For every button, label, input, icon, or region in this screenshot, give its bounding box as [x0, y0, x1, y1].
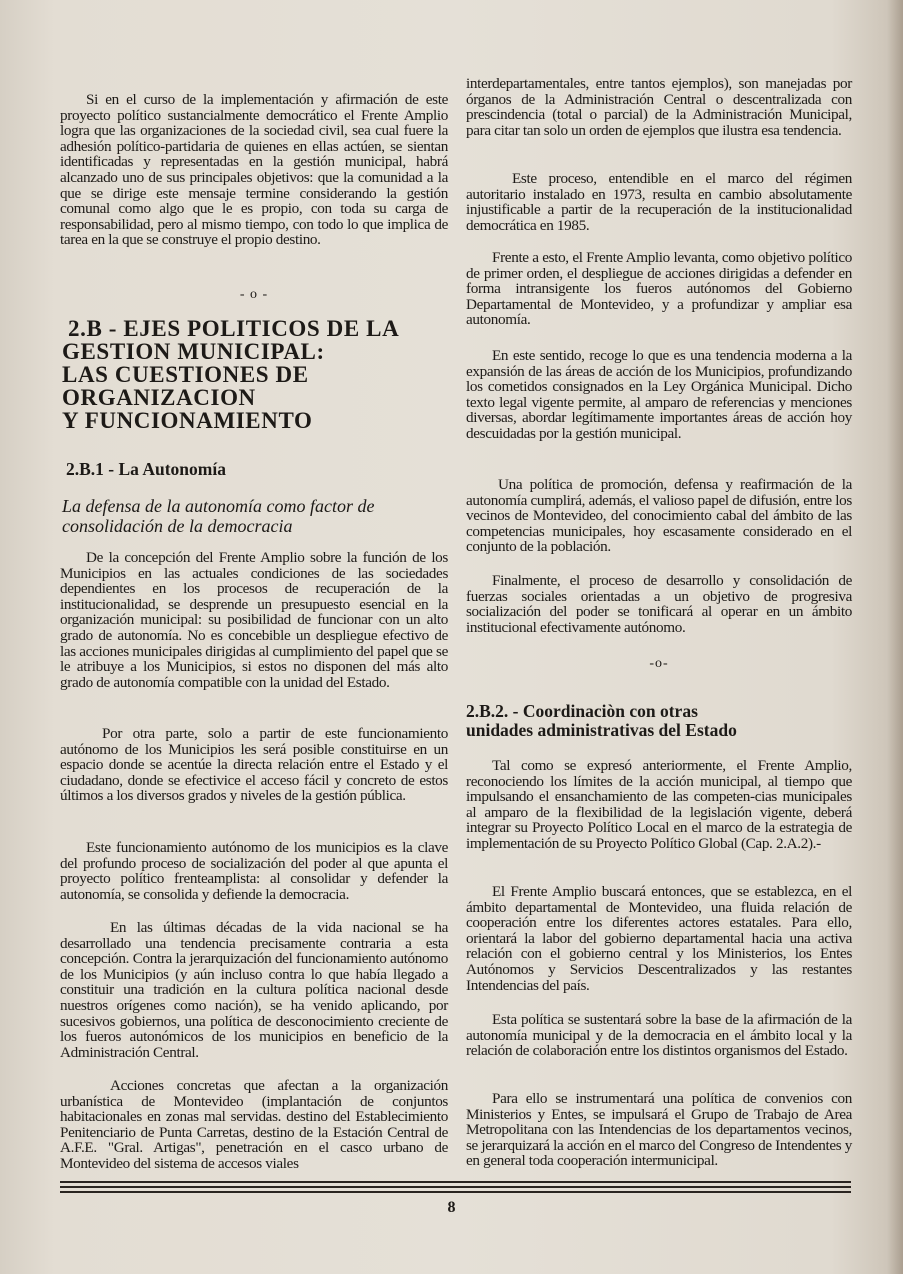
page-number: 8: [447, 1199, 456, 1216]
subheading-2b2: [466, 702, 852, 740]
left-paragraph-4: Este funcionamiento autónomo de los municipios es la clave del profundo proceso de socialización del poder al que apunta el proyecto político frenteamplista: al consolidar y defender la autonomía, se consolida y defiende la democracia.: [60, 839, 448, 903]
italic-subtitle-line-1: La defensa de la autonomía como factor de: [62, 496, 375, 516]
subheading-2b2-line-2: unidades administrativas del Estado: [466, 720, 737, 740]
italic-subtitle: [62, 496, 448, 536]
footer-rule-1: [60, 1181, 851, 1183]
footer-rule-2: [60, 1186, 851, 1188]
section-heading-2b: [62, 317, 448, 432]
subheading-2b2-line-1: 2.B.2. - Coordinaciòn con otras: [466, 701, 698, 721]
left-paragraph-3: Por otra parte, solo a partir de este funcionamiento autónomo de los Municipios les será posible constituirse en un espacio donde se acentúe la directa relación entre el Estado y el ciudadano, donde se efectivice el acceso fácil y concreto de estos últimos a los diversos grados y niveles de la gestión pública.: [60, 725, 448, 805]
left-separator: - o -: [239, 287, 269, 302]
right-paragraph-9: Esta política se sustentará sobre la base de la afirmación de la autonomía municipal y de la democracia en el ámbito local y la relación de colaboración entre los distintos organismos del Estado.: [466, 1011, 852, 1060]
right-paragraph-2: Este proceso, entendible en el marco del régimen autoritario instalado en 1973, resulta en cambio absolutamente injustificable a partir de la recuperación de la institucionalidad democrática en 1985.: [466, 170, 852, 234]
left-paragraph-1: Si en el curso de la implementación y afirmación de este proyecto político sustancialmente democrático el Frente Amplio logra que las organizaciones de la sociedad civil, sea cual fuere la adhesión político-partidaria de quienes en ellas actúen, se sientan identificadas y representadas en la gestión municipal, habrá alcanzado uno de sus principales objetivos: que la comunidad a la que se dirige este mensaje termine considerando la gestión comunal como algo que le es propio, con toda su carga de responsabilidad, pero al mismo tiempo, con todo lo que implica de tarea en la que se construye el propio destino.: [60, 91, 448, 249]
heading-line-1: 2.B - EJES POLITICOS DE LA: [68, 316, 400, 341]
heading-line-2: GESTION MUNICIPAL:: [62, 339, 325, 364]
left-paragraph-2: De la concepción del Frente Amplio sobre la función de los Municipios en las actuales condiciones de las sociedades dependientes en los procesos de recuperación de la institucionalidad, se desprende un presupuesto esencial en la organización municipal: su posibilidad de funcionar con un alto grado de autonomía. No es concebible un despliegue efectivo de las acciones municipales dirigidas al cumplimiento del papel que se le atribuye a los Municipios, si estos no disponen del más alto grado de autonomía compatible con la unidad del Estado.: [60, 549, 448, 691]
italic-subtitle-line-2: consolidación de la democracia: [62, 516, 293, 536]
heading-line-5: Y FUNCIONAMIENTO: [62, 408, 313, 433]
footer-rules: [60, 1181, 851, 1196]
right-paragraph-1: interdepartamentales, entre tantos ejemplos), son manejadas por órganos de la Administración Central o descentralizada con prescindencia (total o parcial) de la Administración Municipal, para citar tan solo un orden de ejemplos que ilustra esa tendencia.: [466, 75, 852, 139]
footer-rule-3: [60, 1191, 851, 1193]
right-paragraph-8: El Frente Amplio buscará entonces, que se establezca, en el ámbito departamental de Montevideo, una fluida relación de cooperación entre los diferentes actores estatales. Para ello, orientará la labor del gobierno departamental hacia una activa relación con el gobierno central y los Ministerios, los Entes Autónomos y Servicios Descentralizados y las restantes Intendencias del país.: [466, 883, 852, 994]
subheading-2b1: 2.B.1 - La Autonomía: [66, 459, 226, 479]
left-paragraph-5: En las últimas décadas de la vida nacional se ha desarrollado una tendencia precisamente contraria a esta concepción. Contra la jerarquización del funcionamiento autónomo de los Municipios (y aún incluso contra lo que había llegado a constituir una tradición en la cultura política nacional desde nuestros orígenes como nación), se ha venido aplicando, por sucesivos gobiernos, una política de desconocimiento creciente de los fueros autonómicos de los municipios en beneficio de la Administración Central.: [60, 919, 448, 1061]
left-paragraph-6: Acciones concretas que afectan a la organización urbanística de Montevideo (implantación de conjuntos habitacionales en zonas mal servidas. destino del Establecimiento Penitenciario de Punta Carretas, destino de la Estación Central de A.F.E. "Gral. Artigas", penetración en el casco urbano de Montevideo del sistema de accesos viales: [60, 1077, 448, 1172]
heading-line-4: ORGANIZACION: [62, 385, 256, 410]
right-paragraph-7: Tal como se expresó anteriormente, el Frente Amplio, reconociendo los límites de la acción municipal, al tiempo que impulsando el ensanchamiento de las competen-cias municipales al amparo de la flexibilidad de la legislación vigente, deberá integrar su Proyecto Político Local en el marco de la estrategia de implementación de su Proyecto Político Global (Cap. 2.A.2).-: [466, 757, 852, 852]
right-paragraph-6: Finalmente, el proceso de desarrollo y consolidación de fuerzas sociales orientadas a un objetivo de progresiva socialización del poder se tonificará al operar en un ámbito institucional efectivamente autónomo.: [466, 572, 852, 636]
page-edge-shadow: [887, 0, 903, 1274]
right-paragraph-4: En este sentido, recoge lo que es una tendencia moderna a la expansión de las áreas de acción de los Municipios, profundizando los cometidos consignados en la Ley Orgánica Municipal. Dicho texto legal vigente permite, al amparo de referencias y menciones diversas, abordar legítimamente importantes áreas de acción hoy descuidadas por la gestión municipal.: [466, 347, 852, 442]
right-paragraph-3: Frente a esto, el Frente Amplio levanta, como objetivo político de primer orden, el despliegue de acciones dirigidas a defender en forma intransigente los fueros autónomos del Gobierno Departamental de Montevideo, y a profundizar y ampliar esa autonomía.: [466, 249, 852, 329]
heading-line-3: LAS CUESTIONES DE: [62, 362, 309, 387]
right-paragraph-10: Para ello se instrumentará una política de convenios con Ministerios y Entes, se impulsará el Grupo de Trabajo de Area Metropolitana con las Intendencias de los departamentos vecinos, se jerarquizará la acción en el marco del Congreso de Intendentes y en general toda cooperación intermunicipal.: [466, 1090, 853, 1170]
right-separator: -o-: [649, 656, 669, 671]
right-paragraph-5: Una política de promoción, defensa y reafirmación de la autonomía cumplirá, además, el valioso papel de difusión, entre los vecinos de Montevideo, del conocimiento cabal del ámbito de las competencias municipales, hoy escasamente considerado en el conjunto de la población.: [466, 476, 852, 556]
